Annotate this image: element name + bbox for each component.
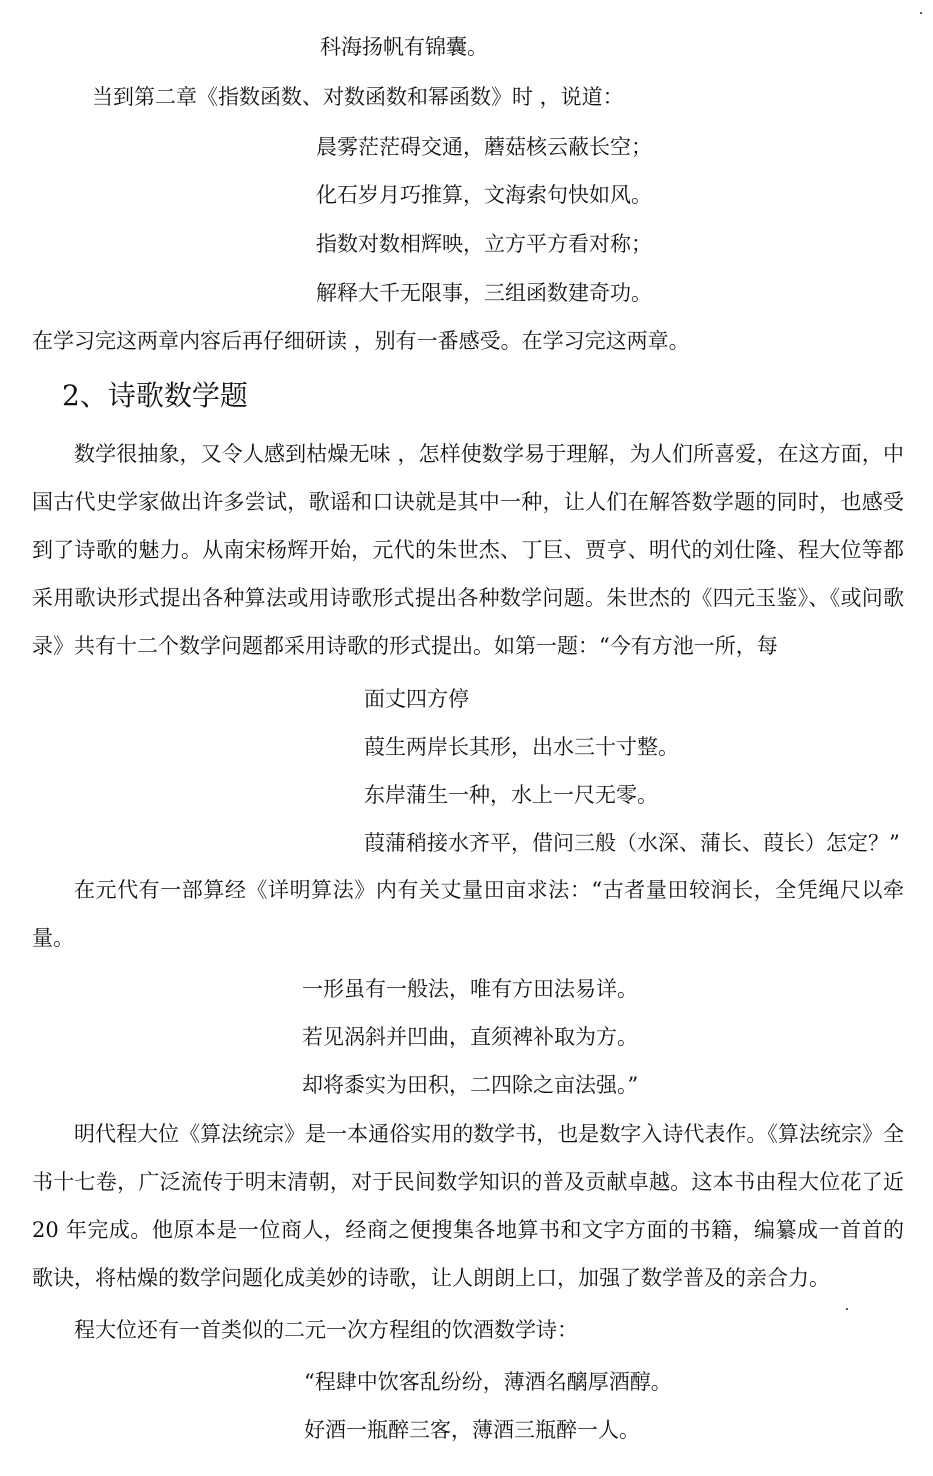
paragraph: 明代程大位《算法统宗》是一本通俗实用的数学书，也是数字入诗代表作。《算法统宗》全书十七卷，广泛流传于明末清朝，对于民间数学知识的普及贡献卓越。这本书由程大位花了近 20 年完成。他原本是一位商人，经商之便搜集各地算书和文字方面的书籍，编纂成一首首的歌诀，将枯燥的数学问题化成美妙的诗歌，让人朗朗上口，加强了数学普及的亲合力。 [32,1122,904,1290]
poem-line: 却将黍实为田积，二四除之亩法强。” [302,1073,639,1097]
chapter-intro-line: 当到第二章《指数函数、对数函数和幂函数》时 ，说道： [92,85,624,109]
poem-line: 葭蒲稍接水齐平，借问三般（水深、蒲长、葭长）怎定？” [364,831,900,855]
scan-speck [920,12,922,14]
poem-line: 解释大千无限事，三组函数建奇功。 [316,281,652,305]
poem-line: 一形虽有一般法，唯有方田法易详。 [302,977,638,1001]
poem-line: 科海扬帆有锦囊。 [320,35,488,59]
poem-line: 好酒一瓶醉三客，薄酒三瓶醉一人。 [304,1418,640,1442]
poem-line: 面丈四方停 [364,687,469,711]
section-heading: 2、诗歌数学题 [62,379,248,412]
body-line: 在学习完这两章内容后再仔细研读 ，别有一番感受。在学习完这两章。 [32,329,690,353]
paragraph: 数学很抽象，又令人感到枯燥无味 ，怎样使数学易于理解，为人们所喜爱，在这方面，中国古代史学家做出许多尝试，歌谣和口诀就是其中一种，让人们在解答数学题的同时，也感受到了诗歌的魅力。从南宋杨辉开始，元代的朱世杰、丁巨、贾亨、明代的刘仕隆、程大位等都采用歌诀形式提出各种算法或用诗歌形式提出各种数学问题。朱世杰的《四元玉鉴》、《或问歌录》共有十二个数学问题都采用诗歌的形式提出。如第一题：“今有方池一所，每 [32,442,904,658]
poem-line: 东岸蒲生一种，水上一尺无零。 [364,783,658,807]
poem-line: 葭生两岸长其形，出水三十寸整。 [364,735,679,759]
scan-speck [846,1308,848,1310]
paragraph: 在元代有一部算经《详明算法》内有关丈量田亩求法：“古者量田较润长，全凭绳尺以牵量。 [32,878,904,950]
paragraph: 程大位还有一首类似的二元一次方程组的饮酒数学诗： [74,1318,578,1342]
poem-line: “程肆中饮客乱纷纷，薄酒名醨厚酒醇。 [304,1370,672,1394]
poem-line: 若见涡斜并凹曲，直须裨补取为方。 [302,1025,638,1049]
poem-line: 化石岁月巧推算，文海索句快如风。 [316,183,652,207]
poem-line: 晨雾茫茫碍交通，蘑菇核云蔽长空； [316,135,652,159]
poem-line: 指数对数相辉映，立方平方看对称； [316,232,652,256]
